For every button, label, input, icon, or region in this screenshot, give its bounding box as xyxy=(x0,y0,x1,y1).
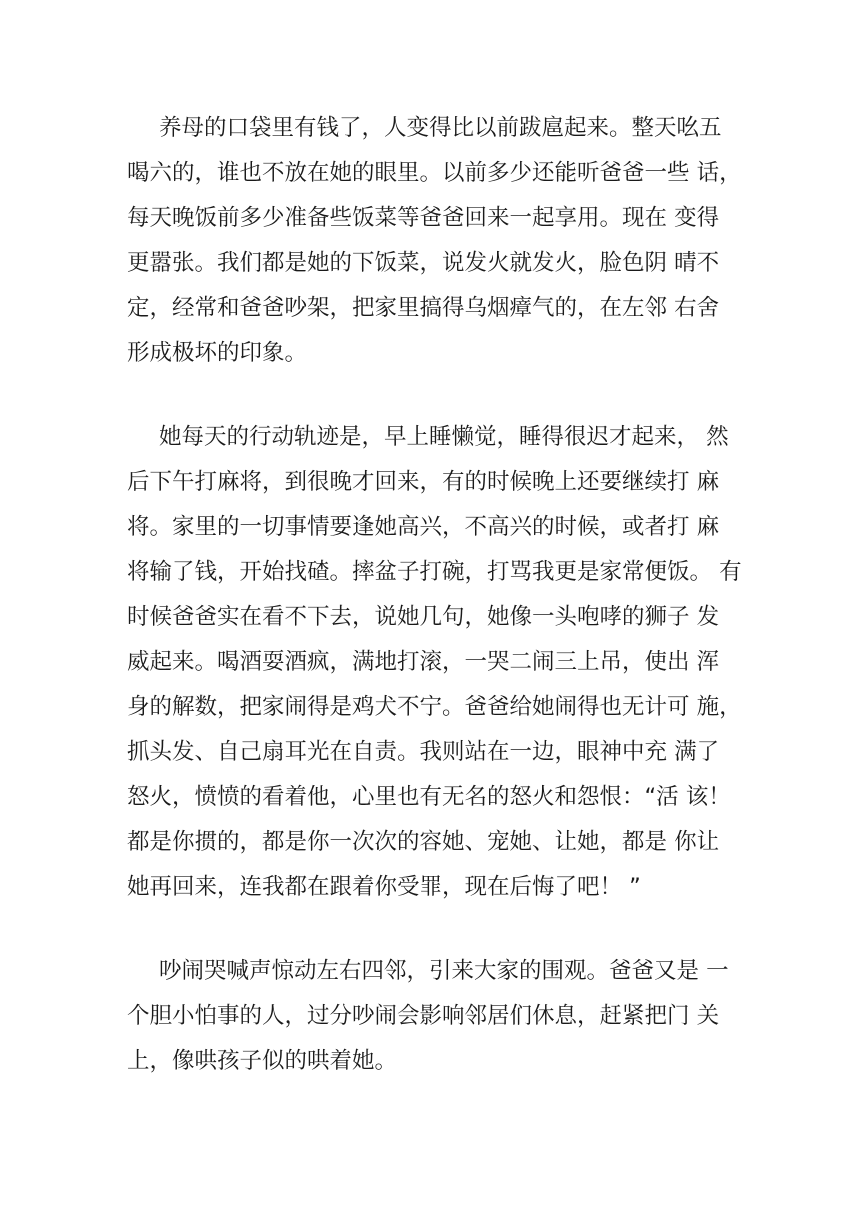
text-line: 时候爸爸实在看不下去，说她几句，她像一头咆哮的狮子 发 xyxy=(127,604,720,630)
text-line: 形成极坏的印象。 xyxy=(127,340,308,366)
text-line: 更嚣张。我们都是她的下饭菜，说发火就发火，脸色阴 晴不 xyxy=(127,250,720,276)
text-line: 个胆小怕事的人，过分吵闹会影响邻居们休息，赶紧把门 关 xyxy=(127,1003,720,1029)
text-line: 喝六的，谁也不放在她的眼里。以前多少还能听爸爸一些 话， xyxy=(127,160,742,186)
text-line: 身的解数，把家闹得是鸡犬不宁。爸爸给她闹得也无计可 施， xyxy=(127,694,742,720)
text-line: 威起来。喝酒耍酒疯，满地打滚，一哭二闹三上吊，使出 浑 xyxy=(127,649,720,675)
text-line: 抓头发、自己扇耳光在自责。我则站在一边，眼神中充 满了 xyxy=(127,739,720,765)
text-line: 怒火，愤愤的看着他，心里也有无名的怒火和怨恨：“活 该！ xyxy=(127,784,731,810)
text-line: 将。家里的一切事情要逢她高兴，不高兴的时候，或者打 麻 xyxy=(127,514,720,540)
paragraph-1 xyxy=(127,106,747,376)
text-line: 后下午打麻将，到很晚才回来，有的时候晚上还要继续打 麻 xyxy=(127,469,720,495)
text-line: 将输了钱，开始找碴。摔盆子打碗，打骂我更是家常便饭。 有 xyxy=(127,559,742,585)
text-line: 每天晚饭前多少准备些饭菜等爸爸回来一起享用。现在 变得 xyxy=(127,205,720,231)
text-line: 都是你掼的，都是你一次次的容她、宠她、让她，都是 你让 xyxy=(127,829,720,855)
text-line: 养母的口袋里有钱了，人变得比以前跋扈起来。整天吆五 xyxy=(159,115,722,141)
paragraph-2 xyxy=(127,415,747,910)
text-line: 她再回来，连我都在跟着你受罪，现在后悔了吧！ ” xyxy=(127,874,641,900)
document-body xyxy=(127,106,747,1123)
text-line: 她每天的行动轨迹是，早上睡懒觉，睡得很迟才起来， 然 xyxy=(159,424,729,450)
text-line: 定，经常和爸爸吵架，把家里搞得乌烟瘴气的，在左邻 右舍 xyxy=(127,295,720,321)
paragraph-3 xyxy=(127,949,747,1084)
text-line: 上，像哄孩子似的哄着她。 xyxy=(127,1048,398,1074)
text-line: 吵闹哭喊声惊动左右四邻，引来大家的围观。爸爸又是 一 xyxy=(159,958,729,984)
